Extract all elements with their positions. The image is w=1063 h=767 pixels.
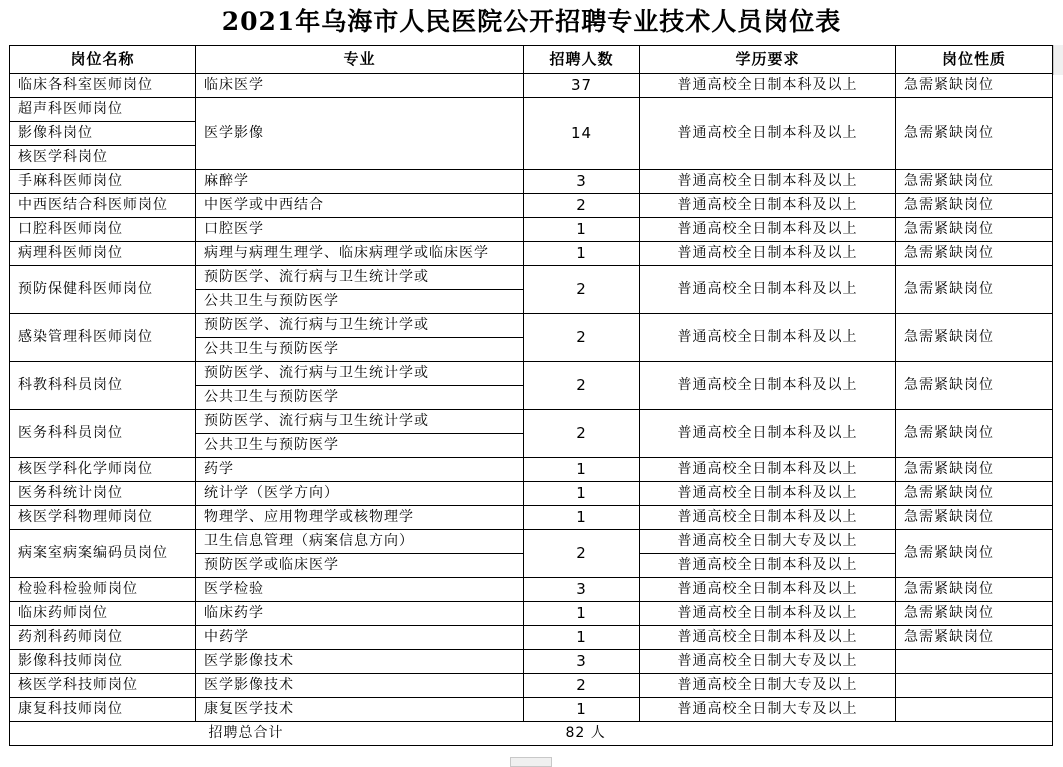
- cell-education[interactable]: 普通高校全日制本科及以上: [640, 410, 896, 458]
- table-row: [10, 578, 1053, 602]
- cell-nature[interactable]: 急需紧缺岗位: [896, 602, 1053, 626]
- cell-position[interactable]: 临床药师岗位: [10, 602, 196, 626]
- cell-major[interactable]: 药学: [196, 458, 524, 482]
- cell-position[interactable]: 医务科统计岗位: [10, 482, 196, 506]
- cell-position[interactable]: 核医学科物理师岗位: [10, 506, 196, 530]
- cell-count[interactable]: 3: [524, 578, 640, 602]
- cell-major[interactable]: 临床药学: [196, 602, 524, 626]
- table-row: [10, 242, 1053, 266]
- cell-major[interactable]: 预防医学、流行病与卫生统计学或: [196, 266, 524, 290]
- cell-position[interactable]: 科教科科员岗位: [10, 362, 196, 410]
- cell-count[interactable]: 2: [524, 362, 640, 410]
- cell-education[interactable]: 普通高校全日制大专及以上: [640, 530, 896, 554]
- cell-education[interactable]: 普通高校全日制本科及以上: [640, 626, 896, 650]
- cell-count[interactable]: 14: [524, 98, 640, 170]
- cell-major[interactable]: 公共卫生与预防医学: [196, 386, 524, 410]
- cell-major[interactable]: 统计学（医学方向）: [196, 482, 524, 506]
- cell-position[interactable]: 核医学科化学师岗位: [10, 458, 196, 482]
- cell-major[interactable]: 公共卫生与预防医学: [196, 434, 524, 458]
- cell-position[interactable]: 影像科岗位: [10, 122, 196, 146]
- cell-position[interactable]: 口腔科医师岗位: [10, 218, 196, 242]
- cell-education[interactable]: 普通高校全日制本科及以上: [640, 74, 896, 98]
- cell-major[interactable]: 临床医学: [196, 74, 524, 98]
- cell-nature[interactable]: 急需紧缺岗位: [896, 170, 1053, 194]
- cell-position[interactable]: 检验科检验师岗位: [10, 578, 196, 602]
- cell-count[interactable]: 1: [524, 218, 640, 242]
- horizontal-scroll-tab[interactable]: [510, 757, 552, 767]
- cell-major[interactable]: 口腔医学: [196, 218, 524, 242]
- total-value[interactable]: 82 人: [524, 722, 1053, 746]
- table-row: [10, 266, 1053, 290]
- cell-nature[interactable]: 急需紧缺岗位: [896, 266, 1053, 314]
- cell-position[interactable]: 感染管理科医师岗位: [10, 314, 196, 362]
- cell-position[interactable]: 预防保健科医师岗位: [10, 266, 196, 314]
- cell-position[interactable]: 中西医结合科医师岗位: [10, 194, 196, 218]
- cell-position[interactable]: 影像科技师岗位: [10, 650, 196, 674]
- cell-count[interactable]: 2: [524, 530, 640, 578]
- cell-position[interactable]: 临床各科室医师岗位: [10, 74, 196, 98]
- cell-count[interactable]: 1: [524, 626, 640, 650]
- cell-education[interactable]: 普通高校全日制本科及以上: [640, 242, 896, 266]
- cell-major[interactable]: 康复医学技术: [196, 698, 524, 722]
- cell-nature[interactable]: [896, 650, 1053, 674]
- header-nature[interactable]: 岗位性质: [896, 46, 1053, 74]
- cell-position[interactable]: 药剂科药师岗位: [10, 626, 196, 650]
- cell-education[interactable]: 普通高校全日制本科及以上: [640, 602, 896, 626]
- cell-nature[interactable]: [896, 674, 1053, 698]
- cell-major[interactable]: 中医学或中西结合: [196, 194, 524, 218]
- table-row: [10, 506, 1053, 530]
- cell-major[interactable]: 卫生信息管理（病案信息方向）: [196, 530, 524, 554]
- cell-position[interactable]: 病案室病案编码员岗位: [10, 530, 196, 578]
- table-row: [10, 74, 1053, 98]
- table-row: [10, 98, 1053, 122]
- cell-major[interactable]: 预防医学、流行病与卫生统计学或: [196, 314, 524, 338]
- cell-nature[interactable]: 急需紧缺岗位: [896, 242, 1053, 266]
- table-row: [10, 698, 1053, 722]
- table-row: [10, 410, 1053, 434]
- cell-major[interactable]: 中药学: [196, 626, 524, 650]
- cell-major[interactable]: 病理与病理生理学、临床病理学或临床医学: [196, 242, 524, 266]
- total-row: [10, 722, 1053, 746]
- header-major[interactable]: 专业: [196, 46, 524, 74]
- cell-education[interactable]: 普通高校全日制本科及以上: [640, 554, 896, 578]
- table-row: [10, 362, 1053, 386]
- cell-education[interactable]: 普通高校全日制本科及以上: [640, 170, 896, 194]
- cell-education[interactable]: 普通高校全日制本科及以上: [640, 266, 896, 314]
- cell-major[interactable]: 医学影像技术: [196, 674, 524, 698]
- table-row: [10, 218, 1053, 242]
- cell-position[interactable]: 手麻科医师岗位: [10, 170, 196, 194]
- cell-position[interactable]: 核医学科岗位: [10, 146, 196, 170]
- cell-nature[interactable]: 急需紧缺岗位: [896, 314, 1053, 362]
- cell-education[interactable]: 普通高校全日制本科及以上: [640, 506, 896, 530]
- cell-education[interactable]: 普通高校全日制本科及以上: [640, 578, 896, 602]
- cell-education[interactable]: 普通高校全日制大专及以上: [640, 674, 896, 698]
- cell-count[interactable]: 3: [524, 170, 640, 194]
- header-education[interactable]: 学历要求: [640, 46, 896, 74]
- cell-nature[interactable]: 急需紧缺岗位: [896, 578, 1053, 602]
- table-row: [10, 314, 1053, 338]
- cell-position[interactable]: 病理科医师岗位: [10, 242, 196, 266]
- cell-major[interactable]: 物理学、应用物理学或核物理学: [196, 506, 524, 530]
- cell-count[interactable]: 2: [524, 674, 640, 698]
- cell-count[interactable]: 2: [524, 410, 640, 458]
- positions-table: [9, 45, 1053, 746]
- table-row: [10, 674, 1053, 698]
- cell-count[interactable]: 1: [524, 602, 640, 626]
- cell-nature[interactable]: [896, 698, 1053, 722]
- cell-major[interactable]: 预防医学、流行病与卫生统计学或: [196, 362, 524, 386]
- cell-position[interactable]: 核医学科技师岗位: [10, 674, 196, 698]
- cell-nature[interactable]: 急需紧缺岗位: [896, 74, 1053, 98]
- cell-position[interactable]: 康复科技师岗位: [10, 698, 196, 722]
- cell-education[interactable]: 普通高校全日制本科及以上: [640, 482, 896, 506]
- table-row: [10, 530, 1053, 554]
- cell-nature[interactable]: 急需紧缺岗位: [896, 98, 1053, 170]
- table-row: [10, 626, 1053, 650]
- cell-education[interactable]: 普通高校全日制本科及以上: [640, 362, 896, 410]
- table-row: [10, 482, 1053, 506]
- cell-count[interactable]: 1: [524, 242, 640, 266]
- cell-position[interactable]: 医务科科员岗位: [10, 410, 196, 458]
- cell-count[interactable]: 1: [524, 458, 640, 482]
- cell-major[interactable]: 预防医学、流行病与卫生统计学或: [196, 410, 524, 434]
- cell-education[interactable]: 普通高校全日制本科及以上: [640, 98, 896, 170]
- vertical-scrollbar[interactable]: [1053, 45, 1063, 75]
- cell-education[interactable]: 普通高校全日制本科及以上: [640, 194, 896, 218]
- cell-nature[interactable]: 急需紧缺岗位: [896, 458, 1053, 482]
- cell-major[interactable]: 医学影像技术: [196, 650, 524, 674]
- cell-nature[interactable]: 急需紧缺岗位: [896, 506, 1053, 530]
- table-row: [10, 602, 1053, 626]
- cell-major[interactable]: 医学检验: [196, 578, 524, 602]
- cell-education[interactable]: 普通高校全日制本科及以上: [640, 314, 896, 362]
- cell-major[interactable]: 麻醉学: [196, 170, 524, 194]
- cell-count[interactable]: 1: [524, 482, 640, 506]
- cell-count[interactable]: 37: [524, 74, 640, 98]
- header-position[interactable]: 岗位名称: [10, 46, 196, 74]
- cell-position[interactable]: 超声科医师岗位: [10, 98, 196, 122]
- page-title: 2021年乌海市人民医院公开招聘专业技术人员岗位表: [221, 7, 842, 36]
- cell-major[interactable]: 医学影像: [196, 98, 524, 170]
- cell-nature[interactable]: 急需紧缺岗位: [896, 530, 1053, 578]
- cell-education[interactable]: 普通高校全日制本科及以上: [640, 218, 896, 242]
- table-row: [10, 170, 1053, 194]
- total-label[interactable]: 招聘总合计: [10, 722, 524, 746]
- cell-education[interactable]: 普通高校全日制本科及以上: [640, 458, 896, 482]
- header-row: [10, 46, 1053, 74]
- cell-education[interactable]: 普通高校全日制大专及以上: [640, 698, 896, 722]
- cell-nature[interactable]: 急需紧缺岗位: [896, 218, 1053, 242]
- table-row: [10, 458, 1053, 482]
- cell-count[interactable]: 2: [524, 194, 640, 218]
- cell-nature[interactable]: 急需紧缺岗位: [896, 410, 1053, 458]
- cell-nature[interactable]: 急需紧缺岗位: [896, 482, 1053, 506]
- table-row: [10, 194, 1053, 218]
- table-row: [10, 650, 1053, 674]
- cell-count[interactable]: 1: [524, 506, 640, 530]
- cell-nature[interactable]: 急需紧缺岗位: [896, 626, 1053, 650]
- cell-major[interactable]: 预防医学或临床医学: [196, 554, 524, 578]
- cell-nature[interactable]: 急需紧缺岗位: [896, 362, 1053, 410]
- cell-count[interactable]: 2: [524, 266, 640, 314]
- cell-count[interactable]: 3: [524, 650, 640, 674]
- cell-count[interactable]: 1: [524, 698, 640, 722]
- header-count[interactable]: 招聘人数: [524, 46, 640, 74]
- cell-count[interactable]: 2: [524, 314, 640, 362]
- cell-education[interactable]: 普通高校全日制大专及以上: [640, 650, 896, 674]
- cell-major[interactable]: 公共卫生与预防医学: [196, 290, 524, 314]
- cell-major[interactable]: 公共卫生与预防医学: [196, 338, 524, 362]
- cell-nature[interactable]: 急需紧缺岗位: [896, 194, 1053, 218]
